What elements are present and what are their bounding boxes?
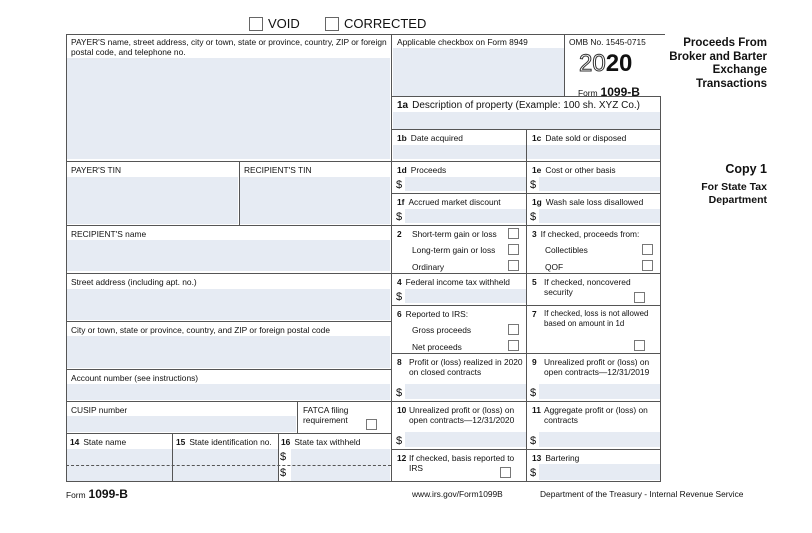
void-checkbox[interactable] [249,17,263,31]
box8-input[interactable] [405,384,526,399]
corrected-label: CORRECTED [344,16,427,31]
applicable-checkbox-label: Applicable checkbox on Form 8949 [397,37,528,47]
fatca-divider [297,401,298,434]
box1c-label: 1c Date sold or disposed [532,133,627,143]
recipient-name-label: RECIPIENT'S name [71,229,147,239]
box13-dollar: $ [530,467,537,479]
box2-label: 2 [397,229,402,239]
box1a-label: 1a Description of property (Example: 100 sh. XYZ Co.) [397,100,640,111]
box10-input[interactable] [405,432,526,447]
form-title: Proceeds From Broker and Barter Exchange Transactions [669,37,767,90]
box13-label: 13 Bartering [532,453,580,463]
box7-label: If checked, loss is not allowed based on amount in 1d [544,309,649,328]
date-acquired-input[interactable] [393,145,526,159]
line-433 [66,433,391,434]
box11-dollar: $ [530,435,537,447]
form-id: Form 1099-B [578,85,640,99]
box4-label: 4 Federal income tax withheld [397,277,510,287]
footer-form-id: Form 1099-B [66,487,128,501]
net-proceeds-checkbox[interactable] [508,340,519,351]
omb-number: OMB No. 1545-0715 [569,37,646,47]
box9-label: Unrealized profit or (loss) on open contracts—12/31/2019 [544,357,650,377]
box1e-dollar: $ [530,179,537,191]
box15-label: 15 State identification no. [176,437,272,447]
street-address-label: Street address (including apt. no.) [71,277,197,287]
ordinary-checkbox[interactable] [508,260,519,271]
box12-label: If checked, basis reported to IRS [409,453,515,473]
street-address-input[interactable] [66,289,390,320]
city-input[interactable] [66,336,390,368]
tax-year: 2020 [579,50,633,77]
line-449 [391,449,661,450]
box10-dollar: $ [396,435,403,447]
account-number-label: Account number (see instructions) [71,373,199,383]
state-tax-dollar-1: $ [280,451,287,463]
state-tax-dollar-2: $ [280,467,287,479]
fatca-label: FATCA filing requirement [303,405,349,425]
applicable-checkbox-input[interactable] [393,48,564,96]
cusip-input[interactable] [66,416,296,432]
footer-department: Department of the Treasury - Internal Revenue Service [540,489,744,499]
form-bottom-border [66,481,661,482]
box14-label: 14 State name [70,437,127,447]
line-401 [66,401,661,402]
ordinary-label: Ordinary [412,262,445,272]
recipient-name-input[interactable] [66,240,390,271]
line-353 [391,353,661,354]
loss-not-allowed-checkbox[interactable] [634,340,645,351]
box1e-label: 1e Cost or other basis [532,165,616,175]
federal-tax-input[interactable] [405,289,526,303]
box11-num: 11 [532,405,541,415]
state-divider-2 [278,433,279,482]
footer-url: www.irs.gov/Form1099B [412,489,503,499]
collectibles-checkbox[interactable] [642,244,653,255]
qof-checkbox[interactable] [642,260,653,271]
fatca-checkbox[interactable] [366,419,377,430]
payer-info-input[interactable] [66,58,390,159]
box9-num: 9 [532,357,537,367]
form-top-border [66,34,665,35]
description-input[interactable] [393,112,660,129]
box1f-label: 1f Accrued market discount [397,197,501,207]
long-term-label: Long-term gain or loss [412,245,496,255]
box4-dollar: $ [396,291,403,303]
copy-subtitle: For State Tax Department [701,181,767,206]
state-divider-1 [172,433,173,482]
box10-num: 10 [397,405,407,415]
line-369 [66,369,391,370]
collectibles-label: Collectibles [545,245,588,255]
box9-input[interactable] [539,384,660,399]
short-term-label: Short-term gain or loss [412,229,497,239]
line-161 [66,161,661,162]
box1g-label: 1g Wash sale loss disallowed [532,197,644,207]
accrued-discount-input[interactable] [405,209,526,223]
cusip-label: CUSIP number [71,405,128,415]
form-left-border [66,34,67,482]
right-border [660,96,661,482]
cost-basis-input[interactable] [539,177,660,191]
box5-num: 5 [532,277,537,287]
city-label: City or town, state or province, country, and ZIP or foreign postal code [71,325,330,335]
proceeds-input[interactable] [405,177,526,191]
box11-label: Aggregate profit or (loss) on contracts [544,405,648,425]
line-273 [66,273,661,274]
noncovered-checkbox[interactable] [634,292,645,303]
payer-info-label: PAYER'S name, street address, city or town, state or province, country, ZIP or foreign postal code, and telephone no. [71,37,387,57]
box1f-dollar: $ [396,211,403,223]
tin-divider [239,161,240,225]
box11-input[interactable] [539,432,660,447]
box9-dollar: $ [530,387,537,399]
box5-label: If checked, noncovered security [544,277,631,297]
recipient-tin-label: RECIPIENT'S TIN [244,165,312,175]
box1b-label: 1b Date acquired [397,133,463,143]
box10-label: Unrealized profit or (loss) on open contracts—12/31/2020 [409,405,515,425]
wash-sale-input[interactable] [539,209,660,223]
omb-divider [564,34,565,96]
box1g-dollar: $ [530,211,537,223]
basis-reported-checkbox[interactable] [500,467,511,478]
box1d-dollar: $ [396,179,403,191]
account-number-input[interactable] [66,384,390,400]
box7-num: 7 [532,309,537,319]
date-sold-input[interactable] [527,145,660,159]
box6-label: 6 Reported to IRS: [397,309,469,319]
box8-num: 8 [397,357,402,367]
bartering-input[interactable] [539,464,660,480]
line-321 [66,321,391,322]
box3-label: 3 If checked, proceeds from: [532,229,640,239]
center-divider [391,34,392,482]
long-term-checkbox[interactable] [508,244,519,255]
short-term-checkbox[interactable] [508,228,519,239]
state-dashed-line [66,465,391,466]
gross-proceeds-checkbox[interactable] [508,324,519,335]
line-193 [391,193,661,194]
payer-tin-label: PAYER'S TIN [71,165,121,175]
box12-num: 12 [397,453,407,463]
payer-tin-input[interactable] [66,177,238,224]
line-129 [391,129,661,130]
copy-title: Copy 1 [725,162,767,176]
recipient-tin-input[interactable] [240,177,390,224]
box8-label: Profit or (loss) realized in 2020 on closed contracts [409,357,523,377]
box8-dollar: $ [396,387,403,399]
line-305 [391,305,661,306]
gross-proceeds-label: Gross proceeds [412,325,472,335]
box1d-label: 1d Proceeds [397,165,447,175]
line-225 [66,225,661,226]
void-label: VOID [268,16,300,31]
net-proceeds-label: Net proceeds [412,342,462,352]
corrected-checkbox[interactable] [325,17,339,31]
qof-label: QOF [545,262,564,272]
box16-label: 16 State tax withheld [281,437,361,447]
